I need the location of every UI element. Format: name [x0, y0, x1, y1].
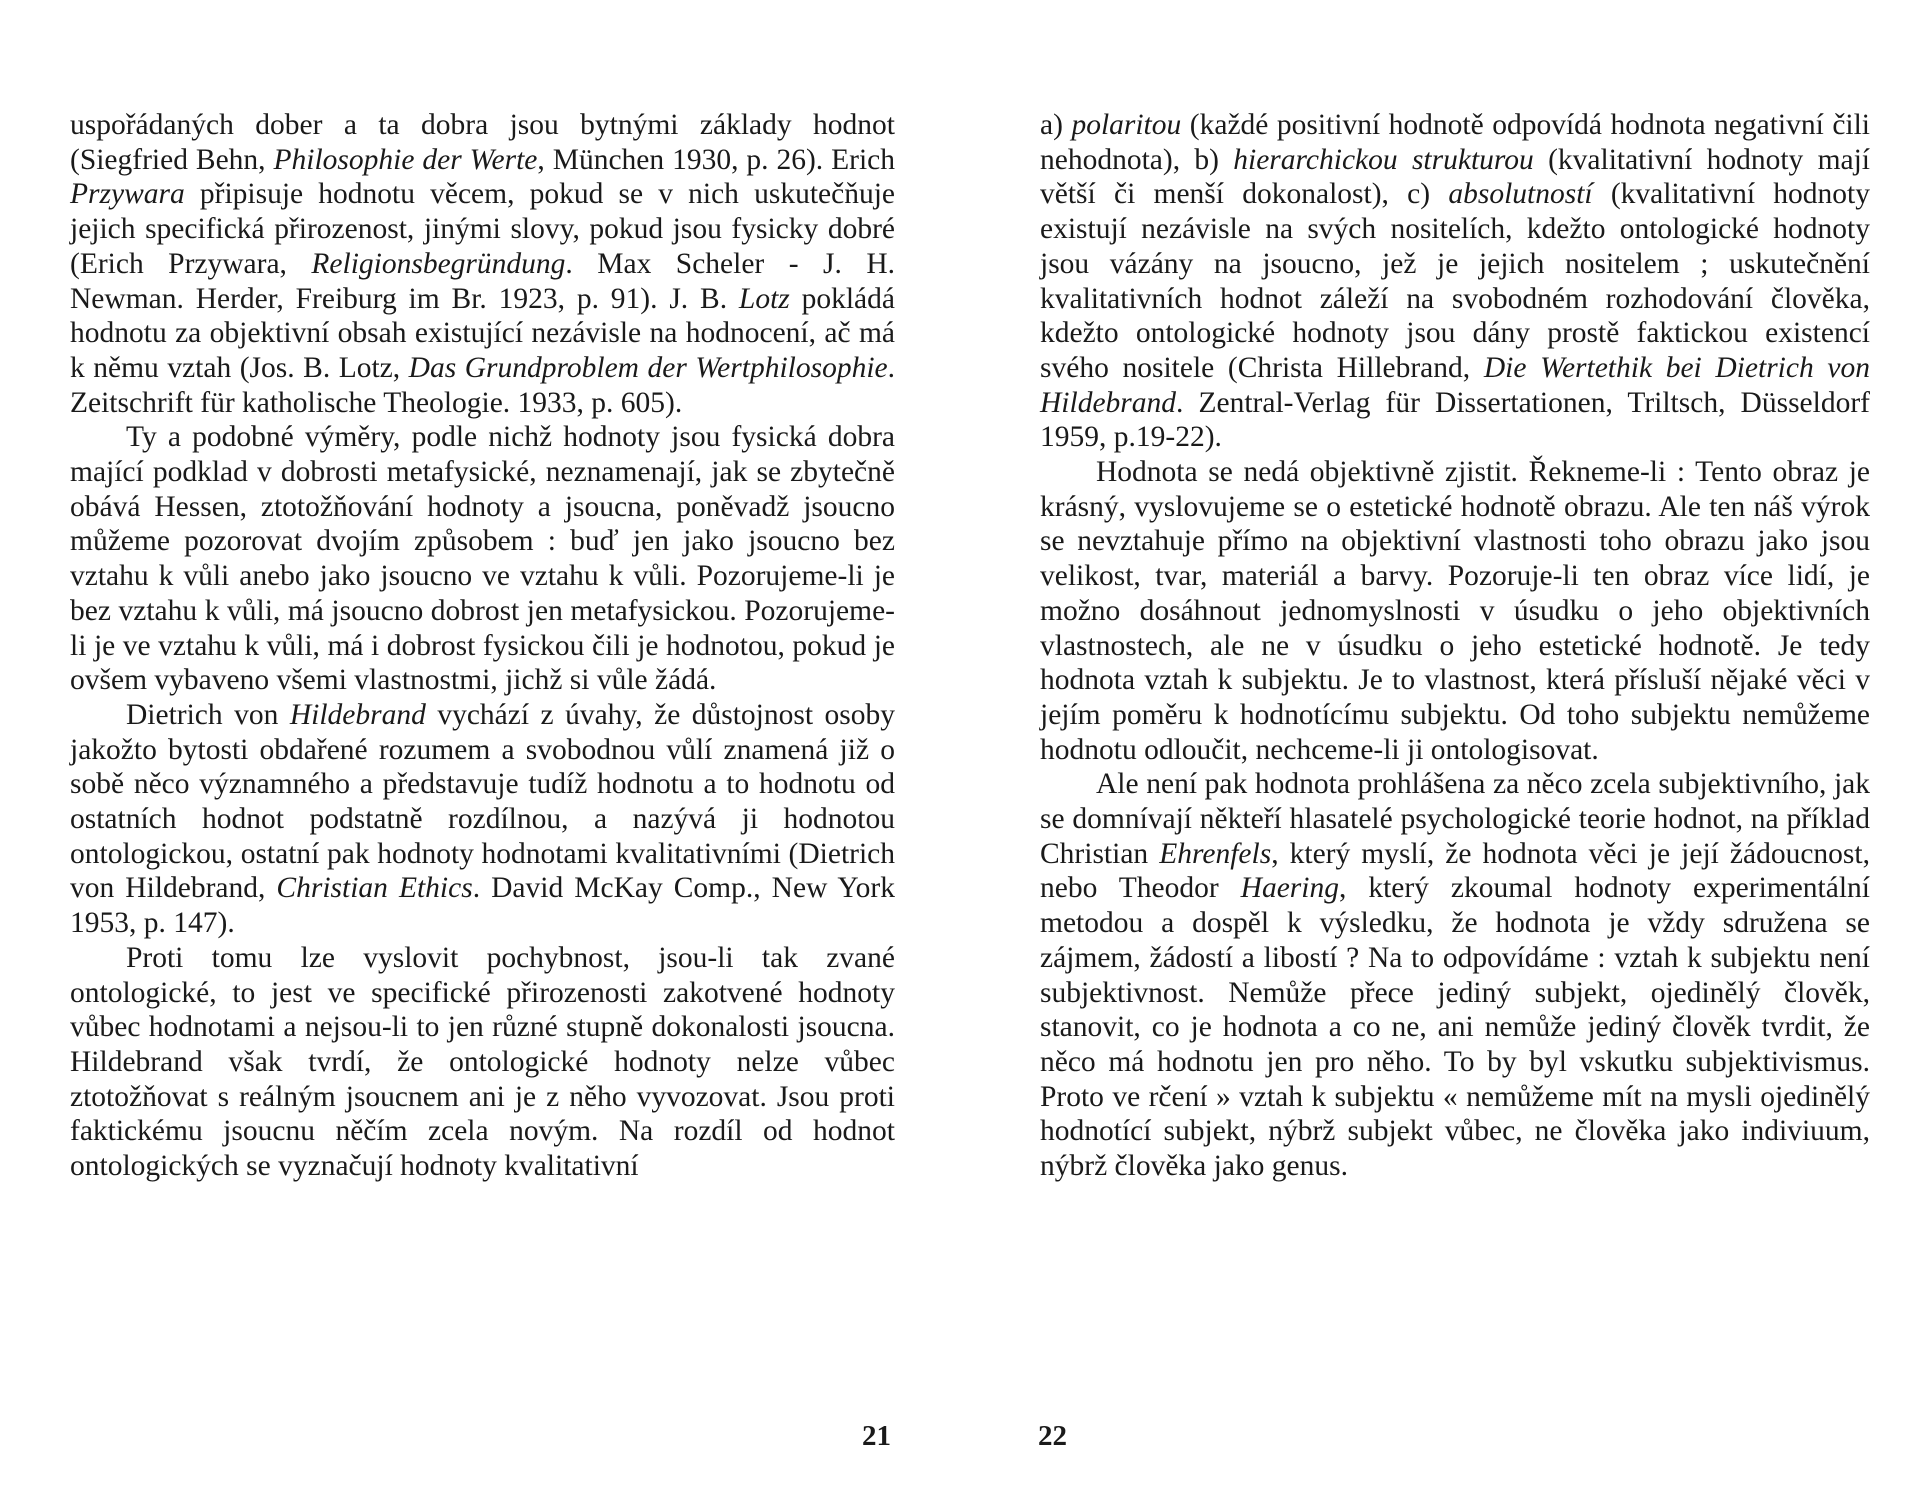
text-span: Ty a podobné výměry, podle nichž hodnoty jsou fysická dobra mající podklad v dobrosti metafysické, neznamenají, jak se zbytečně obává Hessen, ztotožňování hodnoty a jsoucna, poněvadž jsoucno můžeme pozorovat dvojím způsobem : buď jen jako jsoucno bez vztahu k vůli anebo jako jsoucno ve vztahu k vůli. Pozorujeme-li je bez vztahu k vůli, má jsoucno dobrost jen metafysickou. Pozorujeme-li je ve vztahu k vůli, má i dobrost fysickou čili je hodnotou, pokud je ovšem vybaveno všemi vlastnostmi, jichž si vůle žádá. — [70, 421, 895, 697]
text-span: Dietrich von — [126, 698, 290, 731]
italic-name: Ehrenfels — [1159, 837, 1272, 870]
text-span: uspořádaných dober a ta dobra jsou bytnými základy hodnot (Siegfried Behn, — [70, 109, 895, 176]
text-span: Hodnota se nedá objektivně zjistit. Řekneme-li : Tento obraz je krásný, vyslovujeme se o estetické hodnotě obrazu. Ale ten náš výrok se nevztahuje přímo na objektivní vlastnosti toho obrazu jako jsou velikost, tvar, materiál a barvy. Pozoruje-li ten obraz více lidí, je možno dosáhnout jednomyslnosti v úsudku o jeho objektivních vlastnostech, ale ne v úsudku o jeho estetické hodnotě. Je tedy hodnota vztah k subjektu. Je to vlastnost, která přísluší nějaké věci v jejím poměru k hodnotícímu subjektu. Od toho subjektu nemůžeme hodnotu odloučit, nechceme-li ji ontologisovat. — [1040, 456, 1870, 766]
italic-name: Przywara — [70, 178, 185, 211]
text-span: Proti tomu lze vyslovit pochybnost, jsou-li tak zvané ontologické, to jest ve specifické přirozenosti zakotvené hodnoty vůbec hodnotami a nejsou-li to jen různé stupně dokonalosti jsoucna. Hildebrand však tvrdí, že ontologické hodnoty nelze vůbec ztotožňovat s reálným jsoucnem ani je z něho vyvozovat. Jsou proti faktickému jsoucnu něčím zcela novým. Na rozdíl od hodnot ontologických se vyznačují hodnoty kvalitativní — [70, 941, 895, 1183]
text-span: pokládá hodnotu za objektivní obsah existující nezávisle na hodnocení, ač má k němu vztah (Jos. B. Lotz, — [70, 282, 895, 384]
italic-title: Religionsbegründung — [311, 247, 566, 280]
italic-term: polaritou — [1071, 109, 1182, 141]
text-span: Ale není pak hodnota prohlášena za něco zcela subjektivního, jak se domnívají někteří hlasatelé psychologické teorie hodnot, na příklad Christian — [1040, 768, 1870, 870]
text-span: a) — [1040, 109, 1072, 141]
right-paragraph-3 — [1040, 767, 1870, 1183]
left-paragraph-4 — [70, 941, 895, 1184]
page-number-left: 21 — [862, 1420, 891, 1452]
text-span: . Zentral-Verlag für Dissertationen, Triltsch, Düsseldorf 1959, p.19-22). — [1040, 386, 1870, 454]
italic-term: absolutností — [1448, 178, 1593, 211]
text-span: . Zeitschrift für katholische Theologie. 1933, p. 605). — [70, 351, 895, 419]
left-paragraph-2 — [70, 420, 895, 698]
text-span: připisuje hodnotu věcem, pokud se v nich uskutečňuje jejich specifická přirozenost, jinými slovy, pokud jsou fysicky dobré (Erich Przywara, — [70, 178, 895, 280]
italic-term: hierarchickou strukturou — [1233, 143, 1534, 176]
right-page — [1040, 108, 1870, 1184]
italic-name: Lotz — [738, 282, 790, 315]
text-span: , který myslí, že hodnota věci je její žádoucnost, nebo Theodor — [1040, 837, 1870, 905]
right-paragraph-2 — [1040, 455, 1870, 767]
left-page — [70, 108, 895, 1184]
page-number-right: 22 — [1038, 1420, 1067, 1452]
text-span: (kvalitativní hodnoty mají větší či menší dokonalost), c) — [1040, 143, 1870, 211]
italic-title: Das Grundproblem der Wertphilosophie — [408, 351, 888, 384]
italic-title: Die Wertethik bei Dietrich von Hildebrand — [1040, 351, 1870, 419]
italic-name: Hildebrand — [289, 698, 426, 731]
text-span: . Max Scheler - J. H. Newman. Herder, Freiburg im Br. 1923, p. 91). J. B. — [70, 247, 895, 315]
left-paragraph-3 — [70, 698, 895, 941]
text-span: (kvalitativní hodnoty existují nezávisle na svých nositelích, kdežto ontologické hodnoty jsou vázány na jsoucno, jež je jejich nositelem ; uskutečnění kvalitativních hodnot záleží na svobodném rozhodování člověka, kdežto ontologické hodnoty jsou dány prostě faktickou existencí svého nositele (Christa Hillebrand, — [1040, 178, 1870, 384]
italic-title: Philosophie der Werte — [273, 143, 538, 176]
left-paragraph-1 — [70, 108, 895, 420]
italic-title: Christian Ethics — [276, 872, 473, 905]
text-span: vychází z úvahy, že důstojnost osoby jakožto bytosti obdařené rozumem a svobodnou vůlí znamená již o sobě něco významného a představuje tudíž hodnotu a to hodnotu od ostatních hodnot podstatně rozdílnou, a nazývá ji hodnotou ontologickou, ostatní pak hodnoty hodnotami kvalitativními (Dietrich von Hildebrand, — [70, 698, 896, 905]
text-span: , München 1930, p. 26). Erich — [537, 143, 896, 176]
text-span: , který zkoumal hodnoty experimentální metodou a dospěl k výsledku, že hodnota je vždy sdružena se zájmem, žádostí a libostí ? Na to odpovídáme : vztah k subjektu není subjektivnost. Nemůže přece jediný subjekt, ojedinělý člověk, stanovit, co je hodnota a co ne, ani nemůže jediný člověk tvrdit, že něco má hodnotu jen pro něho. To by byl vskutku subjektivismus. Proto ve rčení » vztah k subjektu « nemůžeme mít na mysli ojedinělý hodnotící subjekt, nýbrž subjekt vůbec, ne člověka jako indiviuum, nýbrž člověka jako genus. — [1040, 872, 1870, 1183]
italic-name: Haering — [1240, 872, 1339, 905]
right-paragraph-1 — [1040, 108, 1870, 455]
text-span: (každé positivní hodnotě odpovídá hodnota negativní čili nehodnota), b) — [1040, 109, 1871, 176]
text-span: . David McKay Comp., New York 1953, p. 147). — [70, 872, 895, 940]
